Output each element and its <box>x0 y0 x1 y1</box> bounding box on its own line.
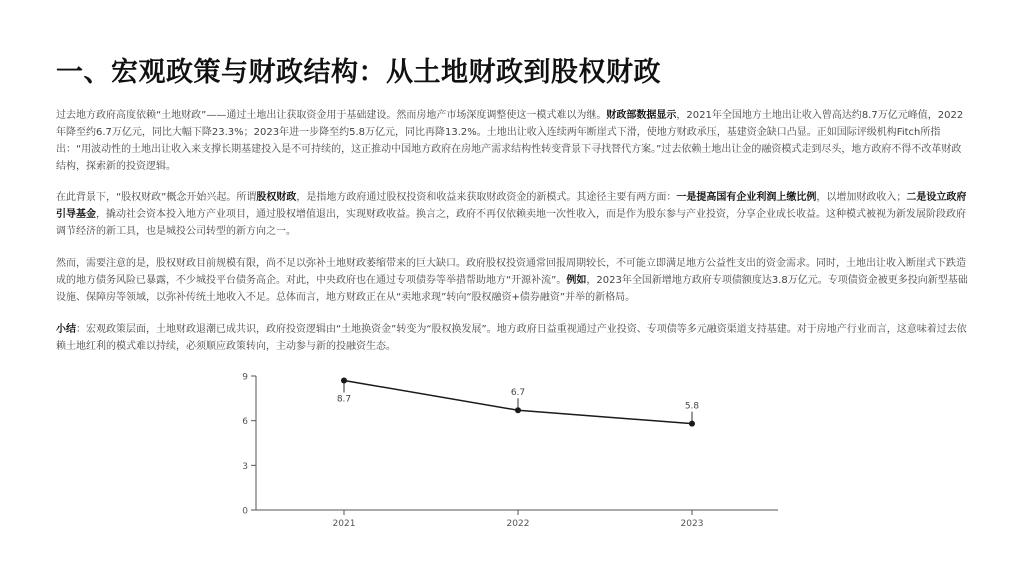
text-run: 过去地方政府高度依赖“土地财政”——通过土地出让获取资金用于基础建设。然而房地产市场深度调整使这一模式难以为继。 <box>56 110 607 121</box>
y-tick-label: 9 <box>242 372 248 383</box>
bold-text-run: 小结 <box>56 324 76 335</box>
data-label: 5.8 <box>684 401 700 412</box>
data-label: 8.7 <box>336 394 352 405</box>
y-tick-label: 6 <box>242 417 248 428</box>
data-label: 6.7 <box>510 388 526 399</box>
y-tick-label: 0 <box>242 506 248 517</box>
x-tick-label: 2021 <box>332 519 356 529</box>
data-point <box>689 421 695 427</box>
text-run: 然而，需要注意的是，股权财政目前规模有限，尚不足以弥补土地财政萎缩带来的巨大缺口。政府股权投资通常回报周期较长，不可能立即满足地方公益性支出的资金需求。同时，土地出让收入断崖式下跌造成的地方债务风险已暴露，不少城投平台债务高企。对此，中央政府也在通过专项债券等举措帮助地方“开源补流”。 <box>56 258 966 286</box>
paragraph-summary <box>56 321 970 355</box>
x-tick-label: 2022 <box>506 519 530 529</box>
text-run: ，2023年全国新增地方政府专项债额度达3.8万亿元。专项债资金被更多投向新型基础设施、保障房等领域，以弥补传统土地收入不足。总体而言，地方财政正在从“卖地求现”转向“股权融资+债券融资”并举的新格局。 <box>56 275 968 303</box>
paragraph-equity-finance <box>56 189 970 240</box>
paragraph-limits <box>56 255 970 306</box>
data-point <box>341 377 347 383</box>
text-run: ：宏观政策层面，土地财政退潮已成共识，政府投资逻辑由“土地换资金”转变为“股权换发展”。地方政府日益重视通过产业投资、专项债等多元融资渠道支持基建。对于房地产行业而言，这意味着过去依赖土地红利的模式难以持续，必须顺应政策转向，主动参与新的投融资生态。 <box>56 324 967 352</box>
bold-text-run: 例如 <box>566 275 587 286</box>
text-run: ，2021年全国地方土地出让收入曾高达约8.7万亿元峰值，2022年降至约6.7万亿元，同比大幅下降23.3%；2023年进一步降至约5.8万亿元，同比再降13.2%。土地出让收入连续两年断崖式下滑，使地方财政承压，基建资金缺口凸显。正如国际评级机构Fitch所指出：“用波动性的土地出让收入来支撑长期基建投入是不可持续的，这正推动中国地方政府在房地产需求结构性转变背景下寻找替代方案。”过去依赖土地出让金的融资模式走到尽头，地方政府不得不改革财政结构，探索新的投资逻辑。 <box>56 110 964 172</box>
bold-text-run: 股权财政 <box>256 192 297 203</box>
text-run: ，是指地方政府通过股权投资和收益来获取财政资金的新模式。其途径主要有两方面： <box>296 192 677 203</box>
bold-text-run: 一是提高国有企业利润上缴比例 <box>676 192 817 203</box>
x-tick-label: 2023 <box>680 519 704 529</box>
bold-text-run: 二是设立政府引导基金 <box>56 192 967 220</box>
bold-text-run: 财政部数据显示 <box>606 110 677 121</box>
text-run: 在此背景下，“股权财政”概念开始兴起。所谓 <box>56 192 257 203</box>
page-title: 一、宏观政策与财政结构：从土地财政到股权财政 <box>56 57 661 88</box>
data-point <box>515 407 521 413</box>
y-tick-label: 3 <box>242 461 248 472</box>
text-run: ，撬动社会资本投入地方产业项目，通过股权增值退出，实现财政收益。换言之，政府不再仅依赖卖地一次性收入，而是作为股东参与产业投资，分享企业成长收益。这种模式被视为新发展阶段政府调节经济的新工具，也是城投公司转型的新方向之一。 <box>56 209 966 237</box>
text-run: ，以增加财政收入； <box>816 192 907 203</box>
paragraph-land-finance <box>56 107 970 175</box>
land-revenue-line-chart <box>220 364 790 532</box>
